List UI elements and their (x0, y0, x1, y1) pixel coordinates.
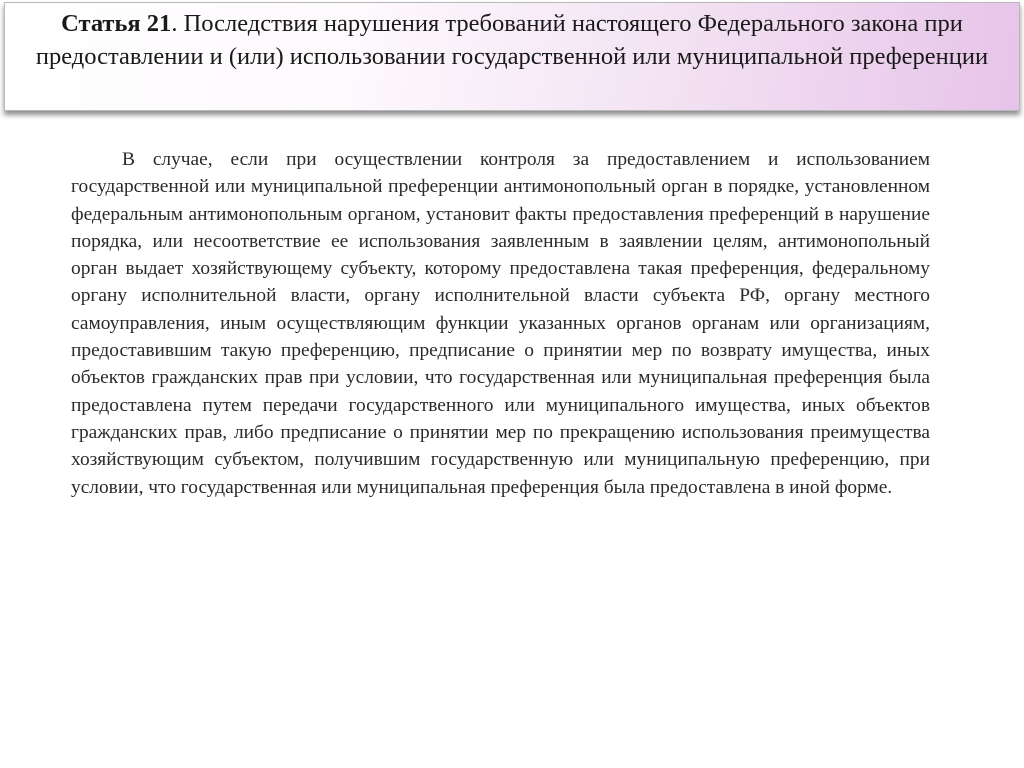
title-box (4, 2, 1020, 111)
article-title: . Последствия нарушения требований настоящего Федерального закона при предоставлении и (или) использовании государственной или муниципальной преференции (35, 10, 989, 70)
slide-title (13, 7, 1011, 73)
article-body: В случае, если при осуществлении контроля за предоставлением и использованием государственной или муниципальной преференции антимонопольный орган в порядке, установленном федеральным антимонопольным органом, установит факты предоставления преференций в нарушение порядка, или несоответствие ее использования заявленным в заявлении целям, антимонопольный орган выдает хозяйствующему субъекту, которому предоставлена такая преференция, федеральному органу исполнительной власти, органу исполнительной власти субъекта РФ, органу местного самоуправления, иным осуществляющим функции указанных органов органам или организациям, предоставившим такую преференцию, предписание о принятии мер по возврату имущества, иных объектов гражданских прав при условии, что государственная или муниципальная преференция была предоставлена путем передачи государственного или муниципального имущества, иных объектов гражданских прав, либо предписание о принятии мер по прекращению использования преимущества хозяйствующим субъектом, получившим государственную или муниципальную преференцию, при условии, что государственная или муниципальная преференция была предоставлена в иной форме. (71, 149, 930, 498)
article-number: Статья 21 (61, 10, 172, 37)
